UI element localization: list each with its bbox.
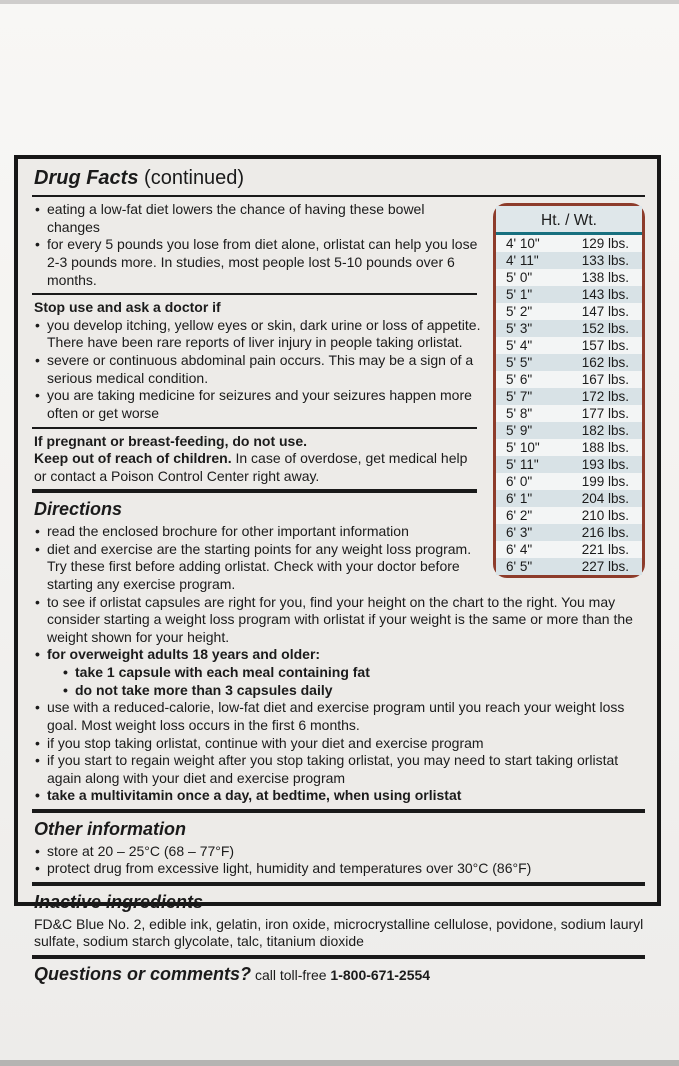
bullet-text: store at 20 – 25°C (68 – 77°F)	[47, 842, 235, 859]
height-cell: 5' 2"	[506, 304, 533, 319]
weight-cell: 188 lbs.	[581, 440, 629, 455]
weight-cell: 143 lbs.	[581, 287, 629, 302]
inactive-ingredients-section	[32, 886, 645, 955]
height-cell: 6' 1"	[506, 491, 533, 506]
bowel-changes-bullets	[34, 201, 645, 289]
sub-bullet-list	[63, 664, 645, 699]
bullet-text: you develop itching, yellow eyes or skin, dark urine or loss of appetite. There have been rare reports of liver injury in people taking orlistat.	[47, 316, 481, 351]
stop-use-bullets	[34, 317, 645, 423]
weight-cell: 210 lbs.	[581, 508, 629, 523]
weight-cell: 147 lbs.	[581, 304, 629, 319]
directions-section	[32, 493, 645, 809]
weight-cell: 133 lbs.	[581, 253, 629, 268]
bullet-item	[34, 523, 645, 541]
bullet-item	[34, 317, 645, 352]
weight-cell: 216 lbs.	[581, 525, 629, 540]
bullet-item	[34, 752, 645, 787]
other-information-section	[32, 813, 645, 882]
bullet-item	[34, 699, 645, 734]
weight-cell: 221 lbs.	[581, 542, 629, 557]
call-toll-free-text: call toll-free	[254, 966, 327, 983]
photo-bottom-edge	[0, 1060, 679, 1066]
bullet-item	[34, 646, 645, 699]
keep-out-of-reach-text: Keep out of reach of children.	[34, 450, 232, 467]
bullet-item	[34, 787, 645, 805]
stop-use-heading: Stop use and ask a doctor if	[34, 299, 221, 316]
bullet-item	[34, 352, 645, 387]
weight-cell: 177 lbs.	[581, 406, 629, 421]
height-cell: 5' 4"	[506, 338, 533, 353]
questions-section	[32, 959, 645, 988]
height-cell: 5' 7"	[506, 389, 533, 404]
weight-cell: 204 lbs.	[581, 491, 629, 506]
height-cell: 5' 9"	[506, 423, 533, 438]
weight-cell: 129 lbs.	[581, 236, 629, 251]
height-cell: 6' 0"	[506, 474, 533, 489]
weight-cell: 157 lbs.	[581, 338, 629, 353]
height-cell: 5' 3"	[506, 321, 533, 336]
other-information-heading: Other information	[34, 819, 186, 840]
weight-cell: 193 lbs.	[581, 457, 629, 472]
bullet-item	[63, 682, 645, 700]
height-cell: 6' 2"	[506, 508, 533, 523]
table-row	[496, 422, 642, 439]
bullet-item	[34, 201, 645, 236]
height-cell: 5' 11"	[506, 457, 539, 472]
drug-facts-title	[32, 164, 645, 197]
other-information-bullets	[34, 843, 645, 878]
bullet-text: if you start to regain weight after you stop taking orlistat, you may need to start taking orlistat again along with your diet and exercise program	[47, 752, 619, 786]
height-cell: 4' 10"	[506, 236, 540, 251]
directions-heading: Directions	[34, 499, 123, 520]
table-row	[496, 456, 642, 473]
bullet-text: do not take more than 3 capsules daily	[75, 681, 333, 698]
height-cell: 5' 1"	[506, 287, 533, 302]
table-row	[496, 490, 642, 507]
bullet-item	[34, 843, 645, 861]
bullet-text: take a multivitamin once a day, at bedtime, when using orlistat	[47, 787, 462, 804]
weight-cell: 172 lbs.	[581, 389, 629, 404]
height-cell: 5' 10"	[506, 440, 540, 455]
drug-facts-title-main: Drug Facts	[34, 167, 139, 189]
height-weight-table-header: Ht. / Wt.	[496, 206, 642, 235]
weight-cell: 162 lbs.	[581, 355, 629, 370]
bullet-text: for every 5 pounds you lose from diet alone, orlistat can help you lose 2-3 pounds more. In studies, most people lost 5-10 pounds over 6 months.	[47, 236, 478, 288]
bullet-item	[34, 236, 645, 289]
height-cell: 5' 6"	[506, 372, 533, 387]
bowel-changes-section	[32, 197, 645, 293]
label-content	[32, 197, 645, 988]
pregnancy-warning-text: If pregnant or breast-feeding, do not use.	[34, 432, 308, 449]
bullet-text: diet and exercise are the starting points for any weight loss program. Try these first before adding orlistat. Check with your doctor before starting any exercise program.	[47, 540, 472, 592]
height-cell: 6' 5"	[506, 559, 533, 574]
bullet-text: use with a reduced-calorie, low-fat diet and exercise program until you reach your weight loss goal. Most weight loss occurs in the first 6 months.	[47, 699, 625, 733]
bullet-item	[63, 664, 645, 682]
bullet-item	[34, 594, 645, 647]
questions-heading: Questions or comments?	[34, 963, 252, 984]
table-row	[496, 507, 642, 524]
bullet-text: take 1 capsule with each meal containing fat	[75, 664, 370, 681]
bullet-item	[34, 541, 645, 594]
directions-bullets	[34, 523, 645, 805]
inactive-ingredients-heading: Inactive ingredients	[34, 891, 204, 912]
bullet-item	[34, 735, 645, 753]
table-row	[496, 473, 642, 490]
drug-facts-label	[14, 155, 661, 984]
overdose-text: In case of overdose, get medical help or contact a Poison Control Center right away.	[34, 450, 468, 484]
weight-cell: 167 lbs.	[581, 372, 629, 387]
bullet-text: read the enclosed brochure for other important information	[47, 523, 409, 540]
height-cell: 6' 3"	[506, 525, 533, 540]
bullet-item	[34, 387, 645, 422]
height-cell: 5' 0"	[506, 270, 533, 285]
weight-cell: 199 lbs.	[581, 474, 629, 489]
height-cell: 5' 8"	[506, 406, 533, 421]
bullet-text: severe or continuous abdominal pain occurs. This may be a sign of a serious medical condition.	[47, 352, 474, 386]
height-cell: 4' 11"	[506, 253, 539, 268]
bullet-item	[34, 860, 645, 878]
drug-facts-title-suffix: (continued)	[144, 167, 245, 189]
phone-number: 1-800-671-2554	[330, 966, 431, 983]
bullet-text: eating a low-fat diet lowers the chance of having these bowel changes	[47, 201, 425, 235]
bullet-text: if you stop taking orlistat, continue with your diet and exercise program	[47, 734, 484, 751]
weight-cell: 227 lbs.	[581, 559, 629, 574]
inactive-ingredients-text: FD&C Blue No. 2, edible ink, gelatin, iron oxide, microcrystalline cellulose, povidone, sodium lauryl sulfate, sodium starch glycolate, talc, titanium dioxide	[34, 915, 644, 950]
bullet-text: to see if orlistat capsules are right for you, find your height on the chart to the right. You may consider starting a weight loss program with orlistat if your weight is the same or more than the weight shown for your height.	[47, 593, 633, 645]
weight-cell: 152 lbs.	[581, 321, 629, 336]
height-cell: 6' 4"	[506, 542, 533, 557]
table-row	[496, 439, 642, 456]
height-cell: 5' 5"	[506, 355, 533, 370]
bullet-text: for overweight adults 18 years and older:	[47, 646, 321, 663]
weight-cell: 138 lbs.	[581, 270, 629, 285]
bullet-text: you are taking medicine for seizures and your seizures happen more often or get worse	[47, 387, 472, 421]
weight-cell: 182 lbs.	[581, 423, 629, 438]
bullet-text: protect drug from excessive light, humidity and temperatures over 30°C (86°F)	[47, 860, 532, 877]
photo-top-edge	[0, 0, 679, 4]
